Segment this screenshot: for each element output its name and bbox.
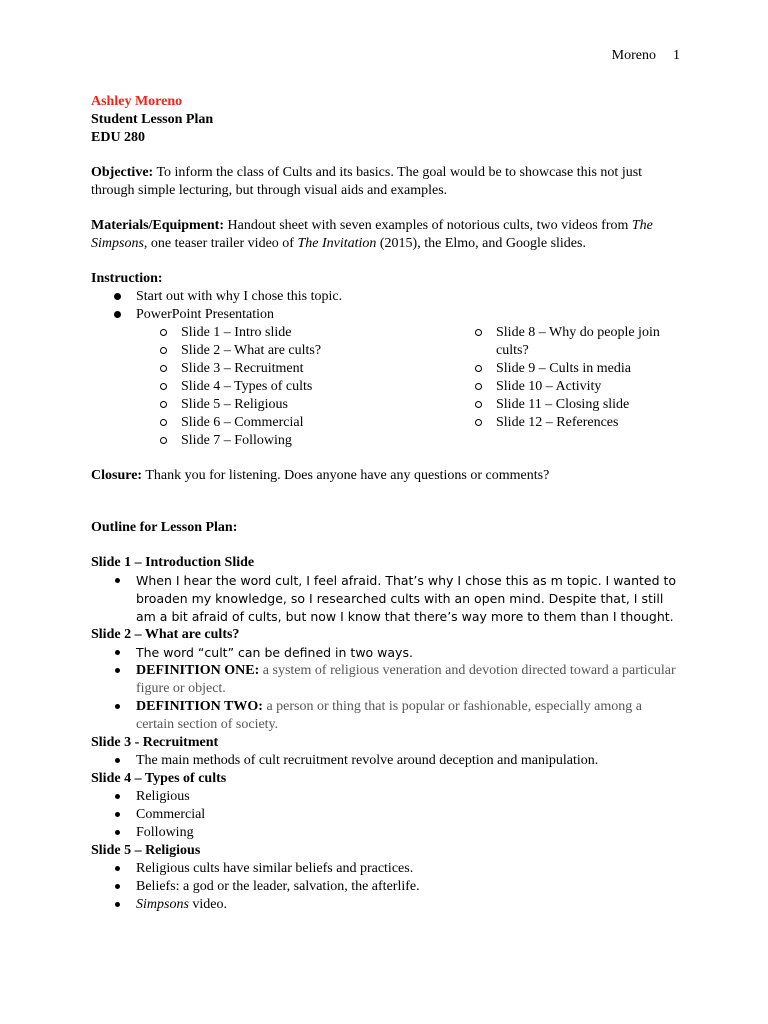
slide-list bbox=[91, 324, 681, 450]
page-header bbox=[612, 47, 680, 65]
slide2-heading: Slide 2 – What are cults? bbox=[91, 627, 240, 642]
slide5-heading: Slide 5 – Religious bbox=[91, 843, 201, 858]
outline-heading: Outline for Lesson Plan: bbox=[91, 520, 238, 535]
instruction-label: Instruction: bbox=[91, 271, 163, 286]
slide1-bullet: When I hear the word cult, I feel afraid. That’s why I chose this as m topic. I wanted to broaden my knowledge, so I researched cults with an open mind. Despite that, I still am a bit afraid of cults, but now I know that there’s way more to them than I thought. bbox=[91, 572, 681, 626]
header-author: Moreno bbox=[611, 48, 656, 63]
slide5-bullet: Religious cults have similar beliefs and practices. bbox=[91, 860, 681, 878]
slide-list-item: Slide 1 – Intro slide bbox=[91, 324, 469, 342]
definition-two-label: DEFINITION TWO: bbox=[136, 699, 263, 714]
slide3-bullet: The main methods of cult recruitment revolve around deception and manipulation. bbox=[91, 752, 681, 770]
materials-title-simpsons: The Simpsons bbox=[91, 218, 653, 251]
materials-paragraph bbox=[91, 217, 681, 253]
simpsons-title: Simpsons bbox=[136, 897, 189, 912]
materials-text: (2015), the Elmo, and Google slides. bbox=[376, 236, 586, 251]
definition-two bbox=[91, 698, 681, 734]
instruction-item: Start out with why I chose this topic. bbox=[91, 288, 681, 306]
objective-paragraph bbox=[91, 164, 681, 200]
slide-list-item: Slide 2 – What are cults? bbox=[91, 342, 469, 360]
slide4-bullet: Religious bbox=[91, 788, 681, 806]
closure-label: Closure: bbox=[91, 468, 143, 483]
closure-paragraph bbox=[91, 467, 681, 485]
slide3-heading: Slide 3 - Recruitment bbox=[91, 735, 219, 750]
slide4-bullet: Following bbox=[91, 824, 681, 842]
objective-text: To inform the class of Cults and its basics. The goal would be to showcase this not just through simple lecturing, but through visual aids and examples. bbox=[91, 165, 643, 198]
slide-list-item: Slide 5 – Religious bbox=[91, 396, 469, 414]
objective-label: Objective: bbox=[91, 165, 154, 180]
slide4-heading: Slide 4 – Types of cults bbox=[91, 771, 227, 786]
closure-text: Thank you for listening. Does anyone have any questions or comments? bbox=[142, 468, 550, 483]
document-title: Student Lesson Plan bbox=[91, 112, 214, 127]
course-code: EDU 280 bbox=[91, 130, 146, 145]
instruction-item: PowerPoint Presentation bbox=[91, 306, 681, 324]
slide2-bullet: The word “cult” can be defined in two ways. bbox=[91, 644, 681, 662]
materials-text: , one teaser trailer video of bbox=[143, 236, 298, 251]
slide4-bullet: Commercial bbox=[91, 806, 681, 824]
definition-one-label: DEFINITION ONE: bbox=[136, 663, 260, 678]
document-body bbox=[91, 93, 681, 914]
slide-list-item: Slide 3 – Recruitment bbox=[91, 360, 469, 378]
slide-list-item: Slide 6 – Commercial bbox=[91, 414, 469, 432]
slide1-heading: Slide 1 – Introduction Slide bbox=[91, 555, 255, 570]
slide-list-item: Slide 12 – References bbox=[469, 414, 669, 432]
slide-list-item: Slide 11 – Closing slide bbox=[469, 396, 669, 414]
slide5-bullet: Beliefs: a god or the leader, salvation, the afterlife. bbox=[91, 878, 681, 896]
slide-list-item: Slide 4 – Types of cults bbox=[91, 378, 469, 396]
slide-list-item: Slide 9 – Cults in media bbox=[469, 360, 669, 378]
materials-label: Materials/Equipment: bbox=[91, 218, 224, 233]
definition-two-text: a person or thing that is popular or fashionable, especially among a certain section of society. bbox=[136, 699, 642, 732]
definition-one bbox=[91, 662, 681, 698]
materials-title-invitation: The Invitation bbox=[297, 236, 377, 251]
student-name: Ashley Moreno bbox=[91, 94, 183, 109]
materials-text: Handout sheet with seven examples of notorious cults, two videos from bbox=[224, 218, 632, 233]
slide5-bullet bbox=[91, 896, 681, 914]
page-number: 1 bbox=[673, 48, 680, 63]
slide5-bullet-text: video. bbox=[188, 897, 228, 912]
slide-list-item: Slide 7 – Following bbox=[91, 432, 469, 450]
slide-list-item: Slide 8 – Why do people join cults? bbox=[469, 324, 669, 360]
definition-one-text: a system of religious veneration and devotion directed toward a particular figure or object. bbox=[136, 663, 676, 696]
slide-list-item: Slide 10 – Activity bbox=[469, 378, 669, 396]
instruction-list bbox=[91, 288, 681, 324]
